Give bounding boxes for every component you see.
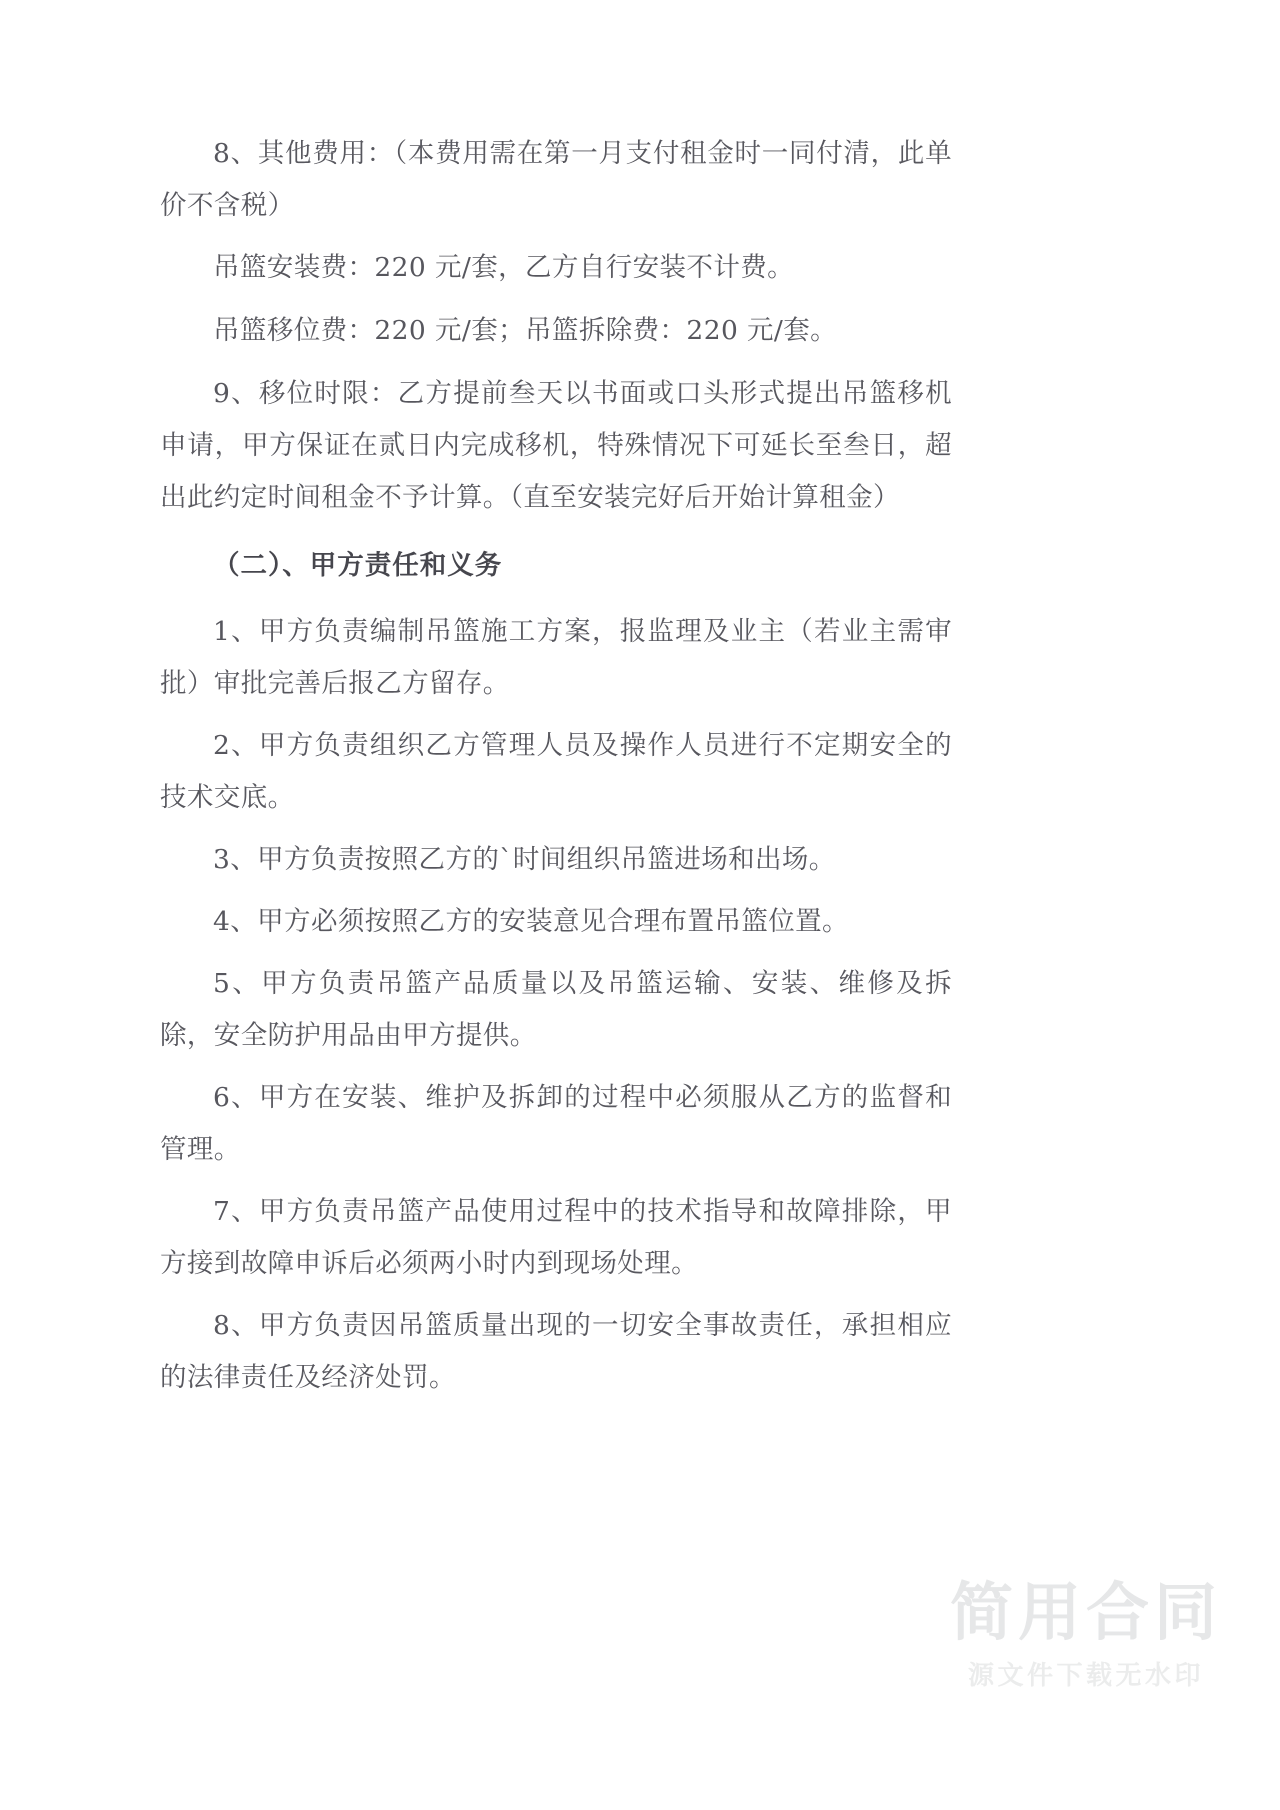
paragraph-item-8-other-fees: 8、其他费用：（本费用需在第一月支付租金时一同付清，此单价不含税） xyxy=(160,138,952,221)
paragraph-duty-2: 2、甲方负责组织乙方管理人员及操作人员进行不定期安全的技术交底。 xyxy=(160,730,952,813)
paragraph-duty-3: 3、甲方负责按照乙方的`时间组织吊篮进场和出场。 xyxy=(213,844,836,875)
paragraph-fee-install: 吊篮安装费：220 元/套，乙方自行安装不计费。 xyxy=(213,252,795,283)
watermark-subtitle-text: 源文件下载无水印 xyxy=(967,1661,1204,1691)
paragraph-duty-1: 1、甲方负责编制吊篮施工方案，报监理及业主（若业主需审批）审批完善后报乙方留存。 xyxy=(160,616,952,699)
paragraph-duty-7: 7、甲方负责吊篮产品使用过程中的技术指导和故障排除，甲方接到故障申诉后必须两小时内到现场处理。 xyxy=(160,1196,952,1279)
paragraph-duty-6: 6、甲方在安装、维护及拆卸的过程中必须服从乙方的监督和管理。 xyxy=(160,1082,952,1165)
section-heading-party-a-duties: （二）、甲方责任和义务 xyxy=(213,550,503,581)
paragraph-fee-move-remove: 吊篮移位费：220 元/套；吊篮拆除费：220 元/套。 xyxy=(213,315,838,346)
watermark-brand-text: 简用合同 xyxy=(950,1575,1222,1649)
watermark xyxy=(950,1575,1222,1692)
paragraph-duty-4: 4、甲方必须按照乙方的安装意见合理布置吊篮位置。 xyxy=(213,906,849,937)
paragraph-duty-5: 5、甲方负责吊篮产品质量以及吊篮运输、安装、维修及拆除，安全防护用品由甲方提供。 xyxy=(160,968,952,1051)
paragraph-duty-8: 8、甲方负责因吊篮质量出现的一切安全事故责任，承担相应的法律责任及经济处罚。 xyxy=(160,1310,952,1393)
document-body xyxy=(160,128,952,1414)
paragraph-item-9-move-deadline: 9、移位时限：乙方提前叁天以书面或口头形式提出吊篮移机申请，甲方保证在贰日内完成移机，特殊情况下可延长至叁日，超出此约定时间租金不予计算。（直至安装完好后开始计算租金） xyxy=(160,378,952,513)
